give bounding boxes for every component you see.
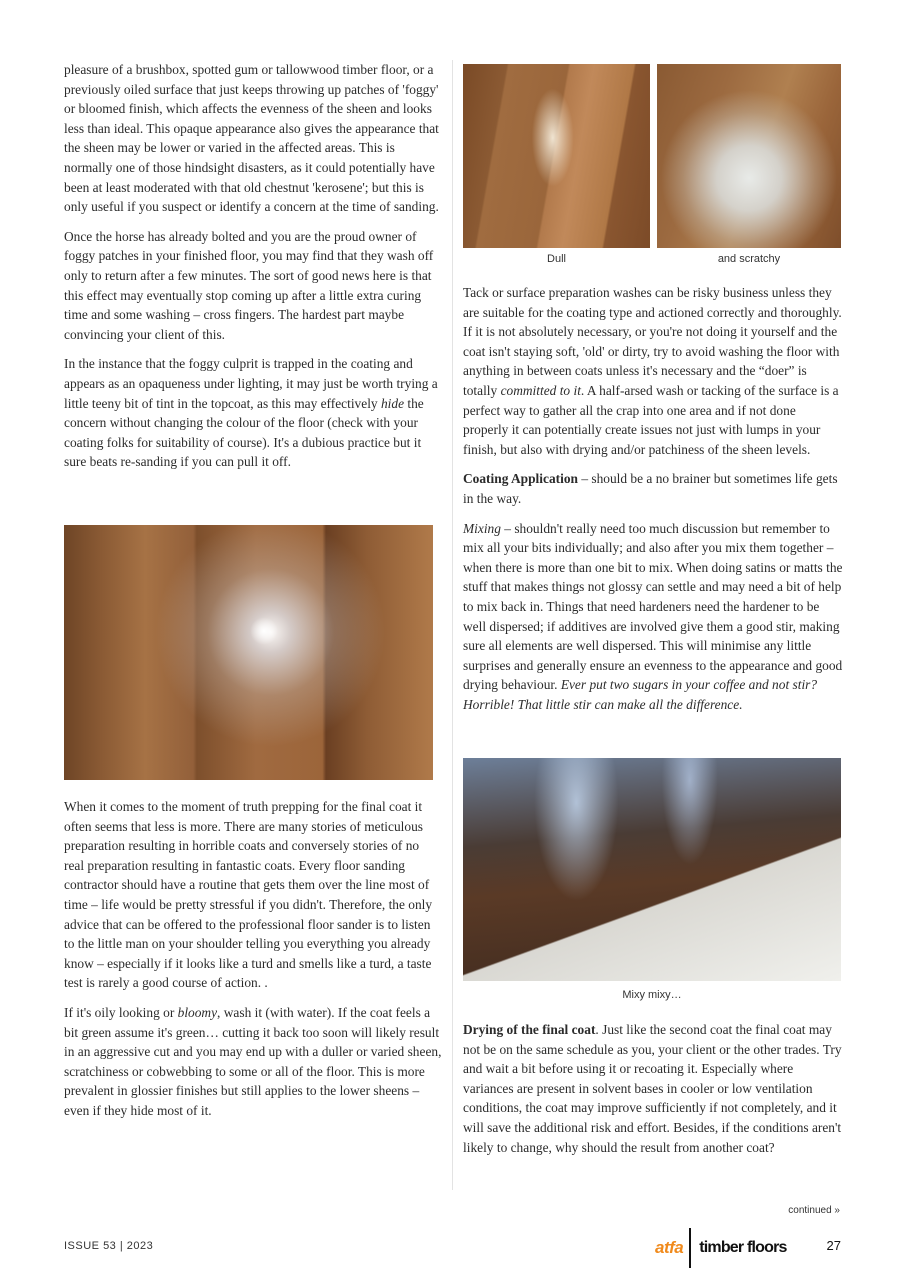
paragraph-text: – shouldn't really need too much discussion but remember to mix all your bits individually; and also after you mix them together – when there is more than one bit to mix. When doing satins or matts the stuff that makes things not glossy can settle and may need a bit of help to mix back in. Things that need hardeners need the hardener to be well dispersed; if additives are involved give them a good stir, making sure all elements are well dispersed. This will minimise any little surprises and generally ensure an evenness to the appearance and good drying behaviour. (463, 520, 843, 693)
paragraph-text: pleasure of a brushbox, spotted gum or tallowwood timber floor, or a previously oiled surface that just keeps throwing up patches of 'foggy' or bloomed finish, which affects the evenness of the sheen and looks less than ideal. This opaque appearance also gives the appearance that the sheen may be lower or varied in the affected areas. This is normally one of those hindsight disasters, as it could potentially have been at least moderated with that old chestnut 'kerosene'; but this is only useful if you suspect or identify a concern at the time of sanding. (64, 62, 439, 215)
paragraph-text: Once the horse has already bolted and you are the proud owner of foggy patches in your finished floor, you may find that they wash off only to return after a few minutes. The sort of good news here is that this effect may eventually stop coming up after a little extra curing time and some washing – cross fingers. The hardest part maybe convincing your client of this. (64, 228, 434, 342)
page-number: 27 (826, 1238, 841, 1253)
paragraph-text: When it comes to the moment of truth prepping for the final coat it often seems that less is more. There are many stories of meticulous preparation resulting in horrible coats and conversely stories of no real preparation resulting in fantastic coats. Every floor sanding contractor should have a routine that gets them over the line most of time – life would be pretty stressful if you didn't. Therefore, the only advice that can be offered to the professional floor sander is to listen to the little man on your shoulder telling you everything you already know – especially if it looks like a turd and smells like a turd, a taste test is rarely a good course of action. . (64, 799, 433, 991)
paragraph-text: If it's oily looking or (64, 1004, 178, 1020)
emphasis-text: committed to it (500, 382, 581, 398)
left-paragraph-1 (64, 60, 442, 217)
mixy-floor-photo (463, 758, 841, 981)
left-paragraph-2 (64, 227, 442, 345)
atfa-logo-text: atfa (655, 1238, 684, 1257)
left-column (64, 60, 442, 482)
foggy-floor-photo (64, 525, 433, 780)
paragraph-text: the concern without changing the colour of the floor (check with your coating folks for suitability of course). It's a dubious practice but it sure beats re-sanding if you can pull it off. (64, 395, 424, 470)
right-paragraph-3 (463, 519, 843, 715)
right-column-lower (463, 1020, 843, 1167)
column-divider (452, 60, 453, 1190)
paragraph-text: Tack or surface preparation washes can be risky business unless they are suitable for the coating type and actioned correctly and thoroughly. If it is not absolutely necessary, or you're not doing it yourself and the coat isn't staying soft, 'old' or dirty, try to avoid washing the floor with anything in between coats unless it's necessary and the “doer” is totally (463, 285, 842, 398)
dull-floor-photo (463, 64, 650, 248)
right-paragraph-1 (463, 283, 843, 459)
logo-separator (689, 1228, 691, 1268)
paragraph-text: – should be a no brainer but sometimes life gets in the way. (463, 471, 838, 506)
continued-label: continued » (788, 1205, 840, 1216)
left-column-lower (64, 797, 442, 1131)
left-paragraph-4 (64, 797, 442, 993)
left-paragraph-5 (64, 1003, 442, 1121)
emphasis-text: bloomy (177, 1004, 218, 1020)
paragraph-text: In the instance that the foggy culprit is trapped in the coating and appears as an opaqueness under lighting, it may just be worth trying a little teeny bit of tint in the topcoat, as this may effectively (64, 356, 438, 411)
issue-label: ISSUE 53 | 2023 (64, 1240, 154, 1252)
timber-floors-logo-text: timber floors (699, 1239, 787, 1256)
section-heading: Drying of the final coat (463, 1022, 596, 1037)
emphasis-text: Ever put two sugars in your coffee and not stir? Horrible! That little stir can make all the difference. (463, 677, 818, 712)
brand-logo (655, 1228, 787, 1268)
caption-dull: Dull (547, 253, 566, 265)
section-heading: Coating Application (463, 471, 578, 487)
caption-scratchy: and scratchy (717, 253, 781, 265)
paragraph-text: , wash it (with water). If the coat feels a bit green assume it's green… cutting it back too soon will likely result in an aggressive cut and you may end up with a duller or varied sheen, scratchiness or cobwebbing to some or all of the floor. This is more prevalent in glossier finishes but still applies to the lower sheens – even if they hide most of it. (64, 1004, 442, 1118)
right-column (463, 283, 843, 724)
left-paragraph-3 (64, 354, 442, 472)
caption-mixy: Mixy mixy… (622, 989, 682, 1001)
right-paragraph-2 (463, 469, 843, 508)
scratchy-floor-photo (657, 64, 841, 248)
light-flare (250, 617, 278, 645)
right-paragraph-4 (463, 1020, 843, 1157)
paragraph-text: . A half-arsed wash or tacking of the surface is a perfect way to gather all the crap into one area and if not done properly it can potentially create issues not just with lumps in your finish, but also with drying and/or patchiness of the sheen levels. (463, 382, 839, 457)
emphasis-text: Mixing (463, 520, 501, 536)
emphasis-text: hide (380, 395, 405, 411)
paragraph-text: . Just like the second coat the final coat may not be on the same schedule as you, your client or the other trades. Try and wait a bit before using it or recoating it. Especially where variances are present in solvent bases in cooler or low ventilation conditions, the coat may improve sufficiently if not completely, and it will save the additional risk and effort. Besides, if the conditions aren't likely to change, why should the result from another coat? (463, 1022, 842, 1155)
